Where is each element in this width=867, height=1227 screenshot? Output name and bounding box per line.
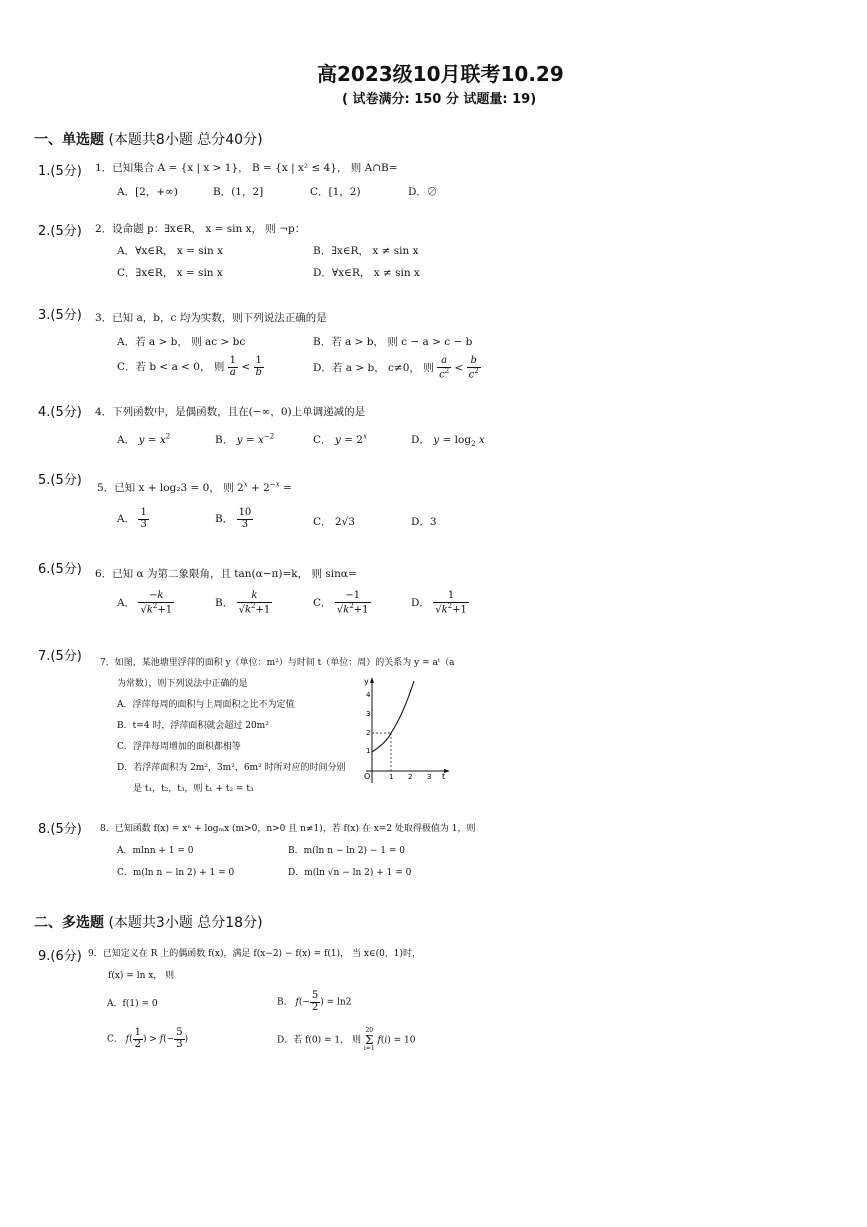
section-info: (本题共8小题 总分40分) [108, 132, 263, 148]
fraction: $\frac{1}{a}$ [229, 355, 237, 378]
y-tick-label: 3 [366, 710, 371, 718]
fraction: $\frac{1}{b}$ [255, 355, 262, 378]
question-stem: 8．已知函数 f(x) = xⁿ + logₘx (m>0，n>0 且 n≠1)，若 f(x) 在 x=2 处取得极值为 1，则 [100, 824, 476, 834]
option-b: B．若 a > b， 则 c − a > c − b [313, 336, 473, 348]
question-stem: 1．已知集合 A = {x | x > 1}， B = {x | x² ≤ 4}， 则 A∩B= [95, 162, 398, 174]
section-name: 二、多选题 [34, 915, 104, 931]
option-c: C． $\frac{-1}{√k^2+1}$ [313, 590, 369, 615]
question-stem-cont: f(x) = ln x， 则 [108, 971, 175, 981]
y-tick-label: 2 [366, 729, 371, 737]
option-d-label: D．若 a > b， c≠0， 则 [313, 362, 434, 375]
option-d: D．若浮萍面积为 2m²，3m²，6m² 时所对应的时间分别 [117, 763, 346, 773]
question-score: 6.(5分) [38, 562, 82, 577]
option-d: D． $\frac{1}{√k^2+1}$ [411, 590, 467, 615]
question-stem: 6．已知 α 为第二象限角，且 tan(α−π)=k， 则 sinα= [95, 568, 357, 580]
page-title: 高2023级10月联考10.29 [317, 62, 564, 86]
option-a: A．浮萍每周的面积与上周面积之比不为定值 [117, 700, 295, 710]
x-tick-label: 3 [427, 773, 432, 781]
option-b: B．m(ln n − ln 2) − 1 = 0 [288, 846, 406, 856]
option-c: C． $y = 2^x$ [313, 432, 367, 446]
option-b: B．t=4 时，浮萍面积就会超过 20m² [117, 721, 269, 731]
question-score: 8.(5分) [38, 822, 82, 837]
option-d: D． $y = \log_2 x$ [411, 434, 485, 449]
option-a: A． $\frac{-k}{√k^2+1}$ [117, 590, 173, 615]
option-d: D．∅ [408, 186, 438, 198]
x-tick-label: 2 [408, 773, 413, 781]
question-score: 1.(5分) [38, 164, 82, 179]
option-c: C．∃x∈R， x = sin x [117, 267, 223, 279]
origin-label: O [364, 772, 371, 781]
question-stem: 7．如图，某池塘里浮萍的面积 y（单位：m²）与时间 t（单位：周）的关系为 y = aᵗ（a [100, 658, 455, 668]
option-c: C．浮萍每周增加的面积都相等 [117, 742, 241, 752]
question-score: 7.(5分) [38, 649, 82, 664]
section-single-choice [34, 129, 263, 149]
exponential-graph [358, 675, 458, 790]
option-b: B．(1，2] [213, 186, 264, 198]
question-stem: 3．已知 a，b，c 均为实数，则下列说法正确的是 [95, 312, 327, 324]
option-c-label: C．若 b < a < 0， 则 [117, 361, 225, 373]
question-score: 5.(5分) [38, 473, 82, 488]
option-d: D．m(ln √n − ln 2) + 1 = 0 [288, 868, 412, 878]
option-c: C．m(ln n − ln 2) + 1 = 0 [117, 868, 235, 878]
option-b: B． $y = x^{-2}$ [215, 432, 275, 446]
fraction: $\frac{a}{c^2}$ [439, 355, 450, 380]
question-stem: 2．设命题 p：∃x∈R， x = sin x， 则 ¬p： [95, 223, 306, 235]
option-c: C．[1，2) [310, 186, 361, 198]
option-a: A． $\frac{1}{3}$ [117, 507, 147, 530]
option-d: D．3 [411, 516, 437, 528]
option-a: A． $y = x^2$ [117, 432, 171, 446]
section-multiple-choice [34, 912, 263, 932]
option-d: D．若 a > b， c≠0， 则 $\frac{a}{c^2}$ < $\frac{b}{c^2}$ [313, 355, 479, 380]
question-stem: 4．下列函数中，是偶函数，且在(−∞，0)上单调递减的是 [95, 406, 366, 418]
option-a: A．若 a > b， 则 ac > bc [117, 336, 246, 348]
option-a: A．f(1) = 0 [107, 999, 158, 1009]
fraction: $\frac{b}{c^2}$ [468, 355, 479, 380]
option-b: B．∃x∈R， x ≠ sin x [313, 245, 419, 257]
option-b: B． f(− $\frac{5}{2}$ ) = ln2 [277, 990, 352, 1013]
section-name: 一、单选题 [34, 132, 104, 148]
y-tick-label: 1 [366, 747, 371, 755]
option-a: A．[2，+∞) [117, 186, 179, 198]
option-c: C． 2√3 [313, 516, 355, 528]
option-a: A．mlnn + 1 = 0 [117, 846, 194, 856]
question-score: 4.(5分) [38, 405, 82, 420]
option-a: A．∀x∈R， x = sin x [117, 245, 224, 257]
y-axis-label: y [364, 677, 369, 686]
option-b: B． $\frac{k}{√k^2+1}$ [215, 590, 271, 615]
x-tick-label: 1 [389, 773, 394, 781]
question-score: 9.(6分) [38, 949, 82, 964]
question-score: 3.(5分) [38, 308, 82, 323]
option-c: C．若 b < a < 0， 则 $\frac{1}{a}$ < $\frac{1}{b}$ [117, 355, 262, 378]
question-stem-cont: 为常数），则下列说法中正确的是 [117, 679, 248, 689]
option-d: D．∀x∈R， x ≠ sin x [313, 267, 420, 279]
question-stem: 5．已知 x + log₂3 = 0， 则 $2^x + 2^{-x}$ = [97, 480, 292, 494]
option-c: C． f( $\frac{1}{2}$ ) > f(− $\frac{5}{3}$ ) [107, 1027, 189, 1050]
option-b: B． $\frac{10}{3}$ [215, 507, 252, 530]
x-axis-label: t [442, 772, 446, 781]
question-stem: 9．已知定义在 R 上的偶函数 f(x)，满足 f(x−2) − f(x) = f(1)， 当 x∈(0，1)时， [88, 949, 422, 959]
section-info: (本题共3小题 总分18分) [108, 915, 263, 931]
exponential-curve [372, 681, 414, 752]
option-d: D．若 f(0) = 1， 则 20 Σ i=1 f(i) = 10 [277, 1027, 416, 1052]
y-tick-label: 4 [366, 691, 371, 699]
page-subtitle: ( 试卷满分: 150 分 试题量: 19) [342, 92, 537, 107]
question-score: 2.(5分) [38, 224, 82, 239]
option-d-cont: 是 t₁，t₂，t₃，则 t₁ + t₂ = t₃ [133, 784, 254, 794]
